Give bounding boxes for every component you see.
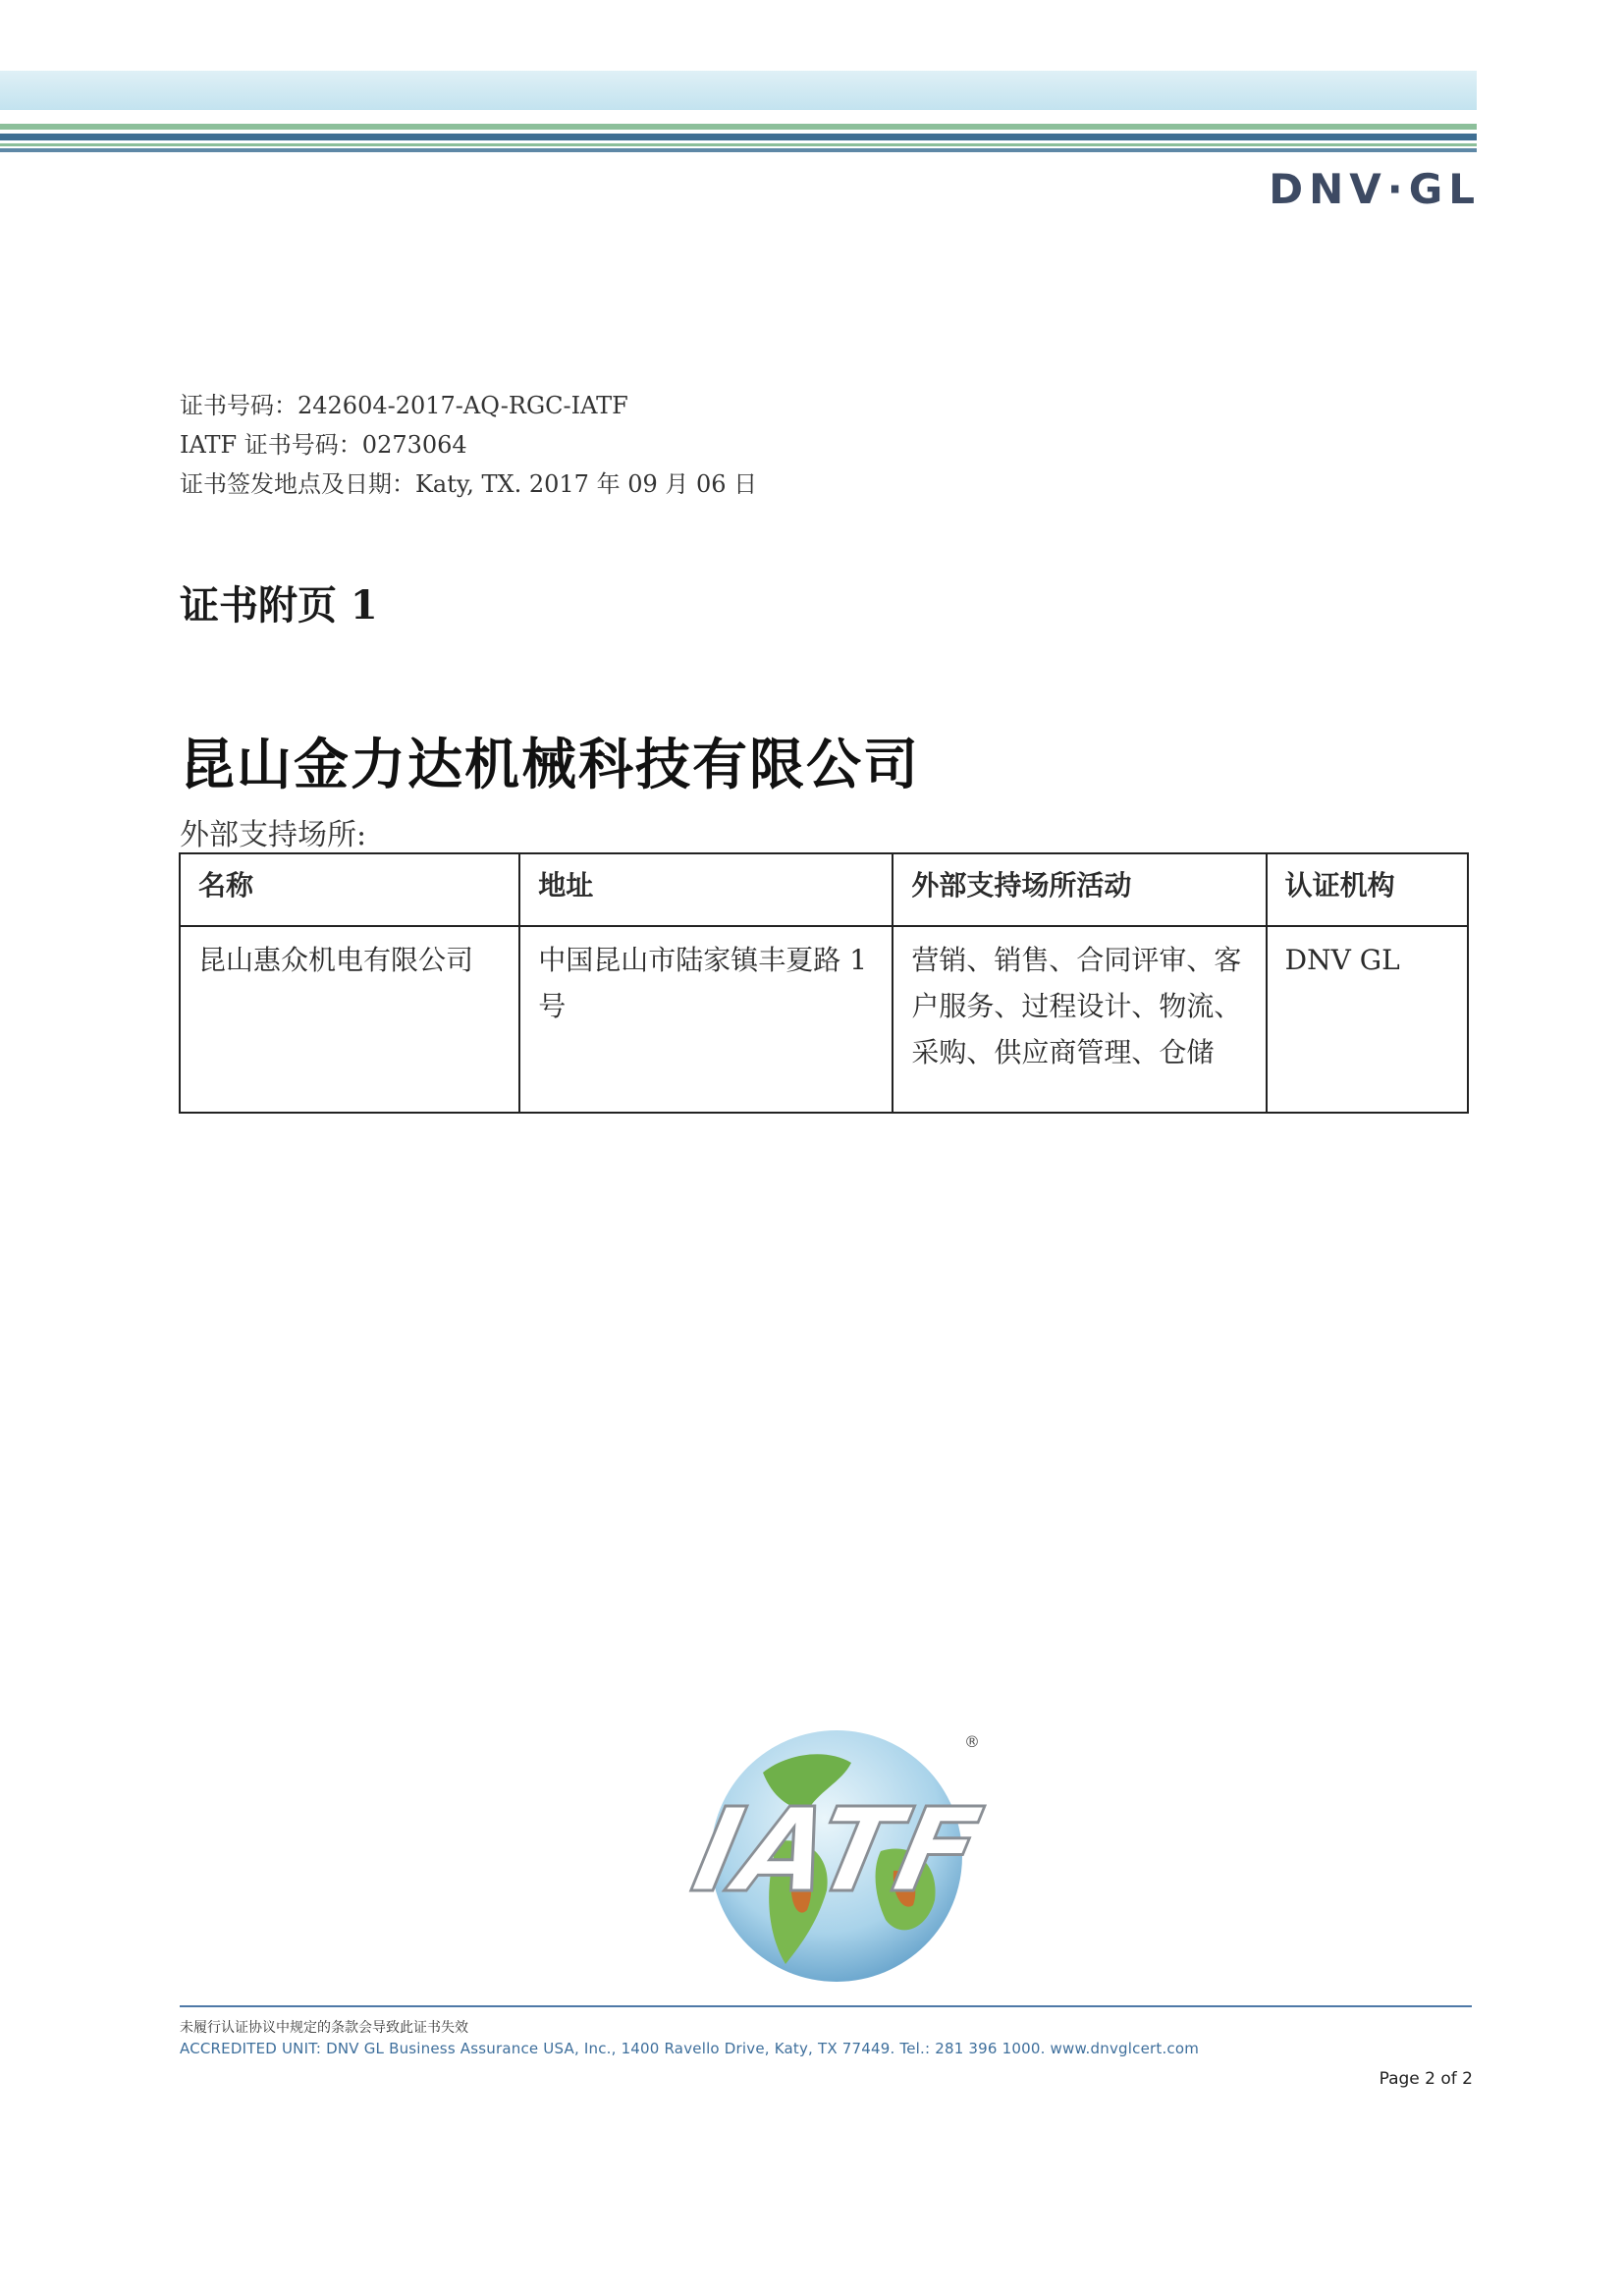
issue-label: 证书签发地点及日期：	[180, 470, 415, 498]
site-name: 昆山惠众机电有限公司	[180, 926, 519, 1113]
header-blue-stripe-thin	[0, 148, 1477, 152]
certificate-number	[180, 386, 628, 420]
header-name: 名称	[180, 853, 519, 926]
site-certification-body: DNV GL	[1267, 926, 1468, 1113]
dnv-gl-logo: DNV·GL	[1269, 165, 1481, 213]
header-green-stripe	[0, 124, 1477, 130]
issue-place-date	[180, 465, 757, 499]
certificate-number-value: 242604-2017-AQ-RGC-IATF	[298, 392, 628, 419]
footer-accredited-unit: ACCREDITED UNIT: DNV GL Business Assurance USA, Inc., 1400 Ravello Drive, Katy, TX 77449. Tel.: 281 396 1000. www.dnvglcert.com	[180, 2040, 1200, 2057]
certificate-number-label: 证书号码：	[180, 392, 298, 419]
iatf-number	[180, 425, 467, 460]
page-number: Page 2 of 2	[1379, 2069, 1473, 2089]
header-sky-band	[0, 71, 1477, 110]
footer-divider	[180, 2005, 1472, 2007]
registered-mark: ®	[964, 1732, 980, 1751]
appendix-title: 证书附页 1	[180, 582, 378, 629]
table-header-row	[180, 853, 1468, 926]
table-row	[180, 926, 1468, 1113]
header-green-stripe-thin	[0, 143, 1477, 146]
header-blue-stripe	[0, 134, 1477, 140]
header-activities: 外部支持场所活动	[893, 853, 1266, 926]
issue-value: Katy, TX. 2017 年 09 月 06 日	[415, 470, 758, 498]
external-sites-label: 外部支持场所:	[180, 818, 367, 852]
iatf-logo-text: IATF	[682, 1783, 992, 1919]
external-sites-table	[179, 852, 1469, 1114]
header-address: 地址	[519, 853, 893, 926]
iatf-logo	[670, 1714, 994, 1998]
iatf-number-value: 0273064	[361, 431, 467, 459]
company-name: 昆山金力达机械科技有限公司	[180, 733, 920, 797]
site-activities: 营销、销售、合同评审、客户服务、过程设计、物流、采购、供应商管理、仓储	[893, 926, 1266, 1113]
iatf-number-label: IATF 证书号码：	[180, 431, 362, 459]
footer-validity-note: 未履行认证协议中规定的条款会导致此证书失效	[180, 2020, 468, 2036]
site-address: 中国昆山市陆家镇丰夏路 1 号	[519, 926, 893, 1113]
header-certification-body: 认证机构	[1267, 853, 1468, 926]
